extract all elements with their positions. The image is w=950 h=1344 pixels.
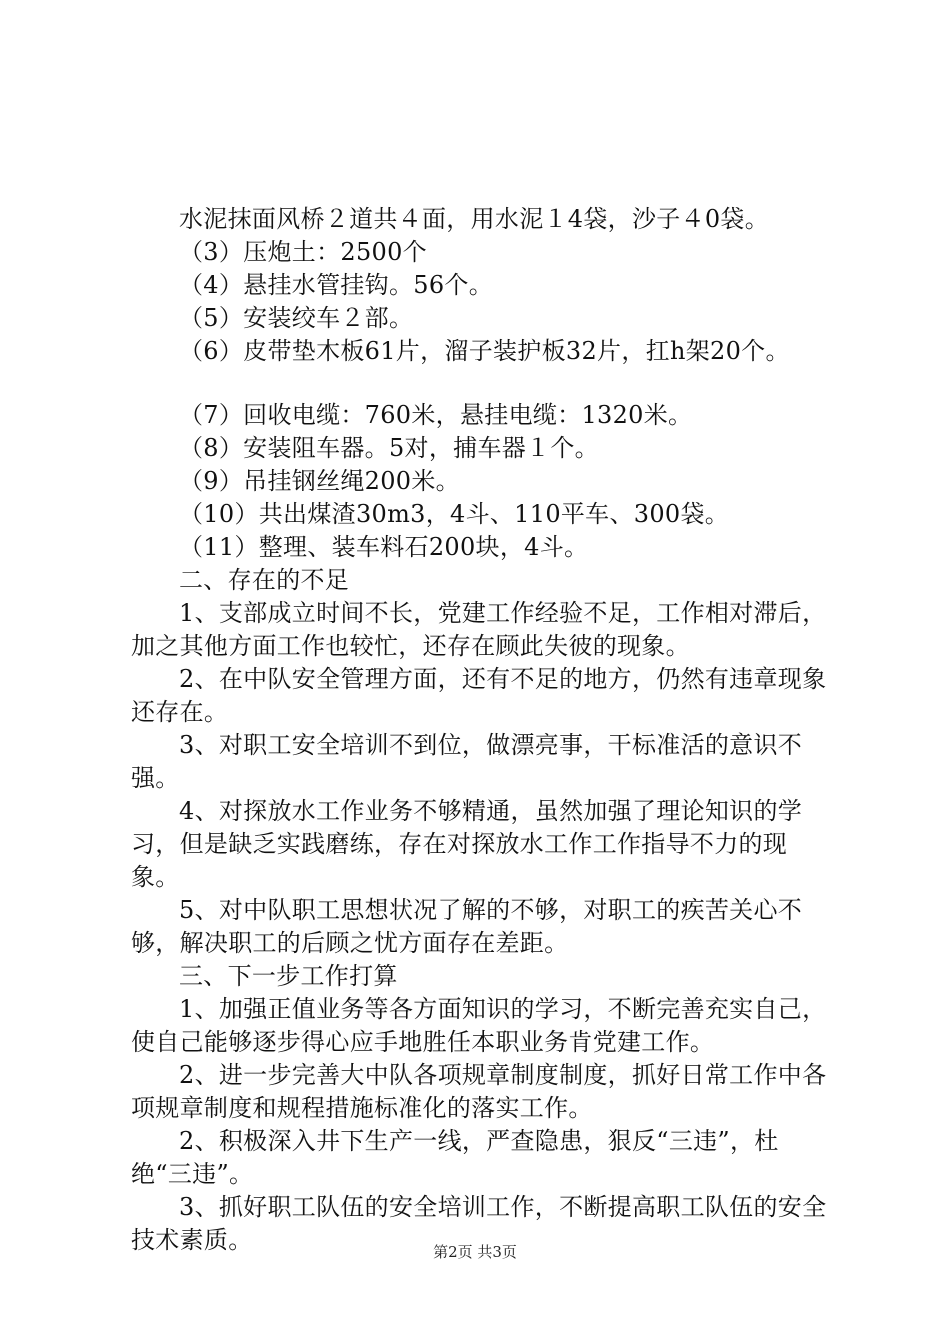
paragraph-9: （11）整理、装车料石200块，4斗。 (179, 533, 589, 561)
page-footer: 第2页 共3页 (433, 1243, 517, 1261)
paragraph-5: （7）回收电缆：760米，悬挂电缆：1320米。 (179, 401, 693, 429)
paragraph-20: 3、抓好职工队伍的安全培训工作，不断提高职工队伍的安全技术素质。 (131, 1193, 827, 1254)
paragraph-4: （6）皮带垫木板61片，溜子装护板32片，扛h架20个。 (179, 337, 790, 365)
paragraph-14: 4、对探放水工作业务不够精通，虽然加强了理论知识的学习，但是缺乏实践磨练，存在对探放水工作工作指导不力的现象。 (131, 797, 803, 891)
paragraph-12: 2、在中队安全管理方面，还有不足的地方，仍然有违章现象还存在。 (131, 665, 827, 726)
paragraph-6: （8）安装阻车器。5对，捕车器１个。 (179, 434, 599, 462)
paragraph-8: （10）共出煤渣30m3，4斗、110平车、300袋。 (179, 500, 730, 528)
document-body (131, 203, 831, 1257)
paragraph-19: 2、积极深入井下生产一线，严查隐患，狠反“三违”，杜绝“三违”。 (131, 1127, 779, 1188)
paragraph-11: 1、支部成立时间不长，党建工作经验不足，工作相对滞后，加之其他方面工作也较忙，还存在顾此失彼的现象。 (131, 599, 827, 660)
paragraph-15: 5、对中队职工思想状况了解的不够，对职工的疾苦关心不够，解决职工的后顾之忧方面存在差距。 (131, 896, 803, 957)
paragraph-13: 3、对职工安全培训不到位，做漂亮事，干标准活的意识不强。 (131, 731, 803, 792)
paragraph-2: （4）悬挂水管挂钩。56个。 (179, 271, 494, 299)
section-heading-next-steps: 三、下一步工作打算 (179, 962, 398, 990)
paragraph-1: （3）压炮土：2500个 (179, 238, 427, 266)
paragraph-7: （9）吊挂钢丝绳200米。 (179, 467, 460, 495)
section-heading-shortcomings: 二、存在的不足 (179, 566, 350, 594)
paragraph-3: （5）安装绞车２部。 (179, 304, 414, 332)
paragraph-18: 2、进一步完善大中队各项规章制度制度，抓好日常工作中各项规章制度和规程措施标准化的落实工作。 (131, 1061, 827, 1122)
paragraph-17: 1、加强正值业务等各方面知识的学习，不断完善充实自己，使自己能够逐步得心应手地胜任本职业务肯党建工作。 (131, 995, 827, 1056)
paragraph-0: 水泥抹面风桥２道共４面，用水泥１4袋，沙子４0袋。 (179, 205, 770, 233)
